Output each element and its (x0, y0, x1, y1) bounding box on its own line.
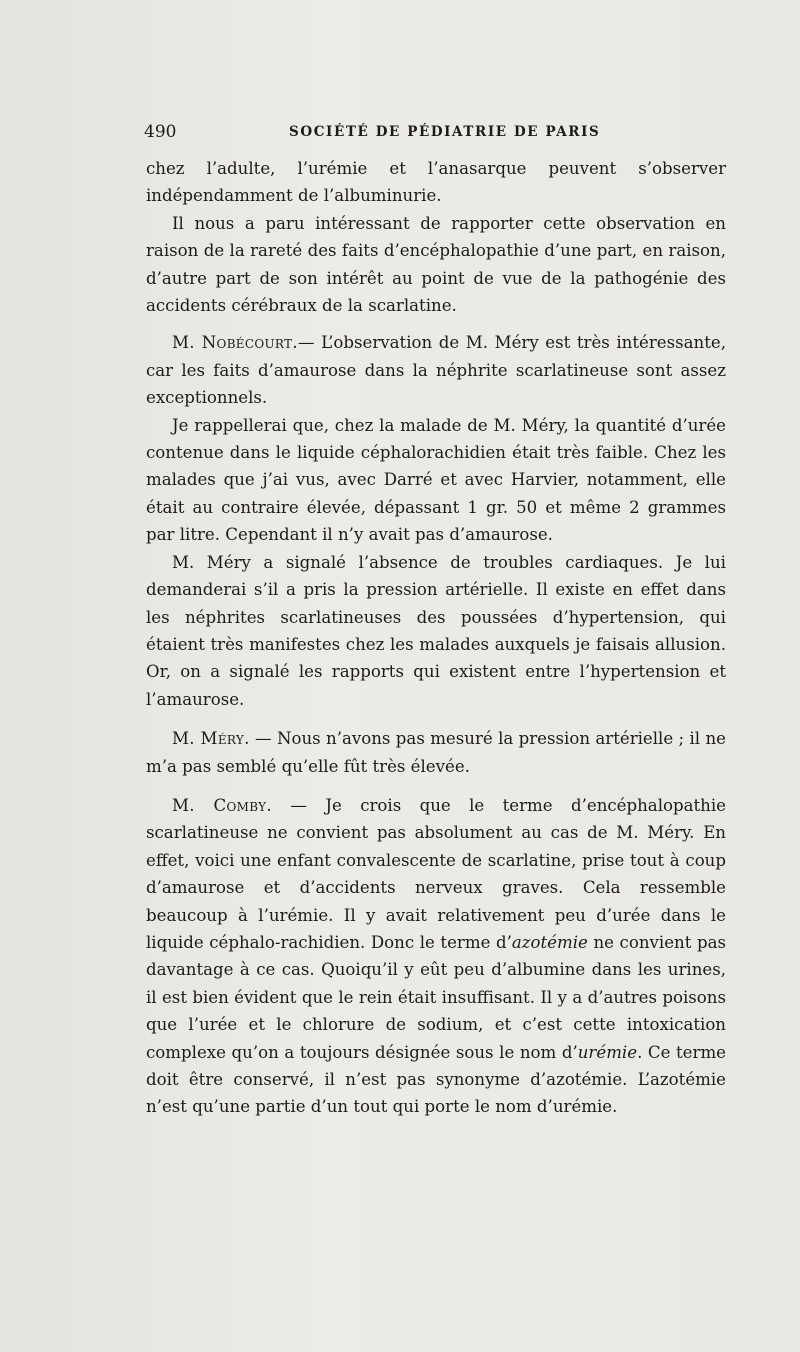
paragraph-author-conclusion (146, 210, 726, 320)
body-text (146, 155, 726, 1121)
speaker-name: M. Nobécourt. (172, 333, 298, 353)
paragraph-text: — Nous n’avons pas mesuré la pression artérielle ; il ne m’a pas semblé qu’elle fût très élevée. (146, 729, 726, 776)
paragraph-mery (146, 725, 726, 780)
speaker-name: M. Méry. (172, 729, 250, 749)
page-number: 490 (144, 122, 177, 142)
paragraph-text: — L’observation de M. Méry est très intéressante, car les faits d’amaurose dans la néphrite scarlatineuse sont assez exceptionnels. (146, 333, 726, 408)
page-header (144, 122, 724, 146)
paragraph-nobecourt (146, 329, 726, 411)
speaker-name: M. Comby. (172, 795, 272, 815)
paragraph-text: chez l’adulte, l’urémie et l’anasarque peuvent s’observer indépendamment de l’albuminurie. (146, 159, 726, 206)
paragraph-text: . Ce terme doit être conservé, il n’est pas synonyme d’azotémie. L’azotémie n’est qu’une partie d’un tout qui porte le nom d’urémie. (146, 1042, 726, 1117)
italic-term: urémie (577, 1042, 638, 1062)
paragraph-continuation (146, 155, 726, 210)
paragraph-text: Je rappellerai que, chez la malade de M. Méry, la quantité d’urée contenue dans le liquide céphalorachidien était très faible. Chez les malades que j’ai vus, avec Darré et avec Harvier, notamment, elle était au contraire élevée, dépassant 1 gr. 50 et même 2 grammes par litre. Cependant il n’y avait pas d’amaurose. (146, 415, 726, 545)
paragraph-text: ne convient pas davantage à ce cas. Quoiqu’il y eût peu d’albumine dans les urines, il est bien évident que le rein était insuffisant. Il y a d’autres poisons que l’urée et le chlorure de sodium, et c’est cette intoxication complexe qu’on a toujours désignée sous le nom d’ (146, 932, 726, 1062)
paragraph-comby (146, 792, 726, 1121)
paragraph-pression (146, 549, 726, 713)
paragraph-text: — Je crois que le terme d’encéphalopathie scarlatineuse ne convient pas absolument au cas de M. Méry. En effet, voici une enfant convalescente de scarlatine, prise tout à coup d’amaurose et d’accidents nerveux graves. Cela ressemble beaucoup à l’urémie. Il y avait relativement peu d’urée dans le liquide céphalo-rachidien. Donc le terme d’ (146, 795, 726, 952)
paragraph-text: Il nous a paru intéressant de rapporter cette observation en raison de la rareté des faits d’encéphalopathie d’une part, en raison, d’autre part de son intérêt au point de vue de la pathogénie des accidents cérébraux de la scarlatine. (146, 213, 726, 316)
paragraph-text: M. Méry a signalé l’absence de troubles cardiaques. Je lui demanderai s’il a pris la pression artérielle. Il existe en effet dans les néphrites scarlatineuses des poussées d’hypertension, qui étaient très manifestes chez les malades auxquels je faisais allusion. Or, on a signalé les rapports qui existent entre l’hypertension et l’amaurose. (146, 552, 726, 709)
italic-term: azotémie (511, 932, 588, 952)
paragraph-uree (146, 412, 726, 549)
running-title: SOCIÉTÉ DE PÉDIATRIE DE PARIS (289, 124, 601, 140)
